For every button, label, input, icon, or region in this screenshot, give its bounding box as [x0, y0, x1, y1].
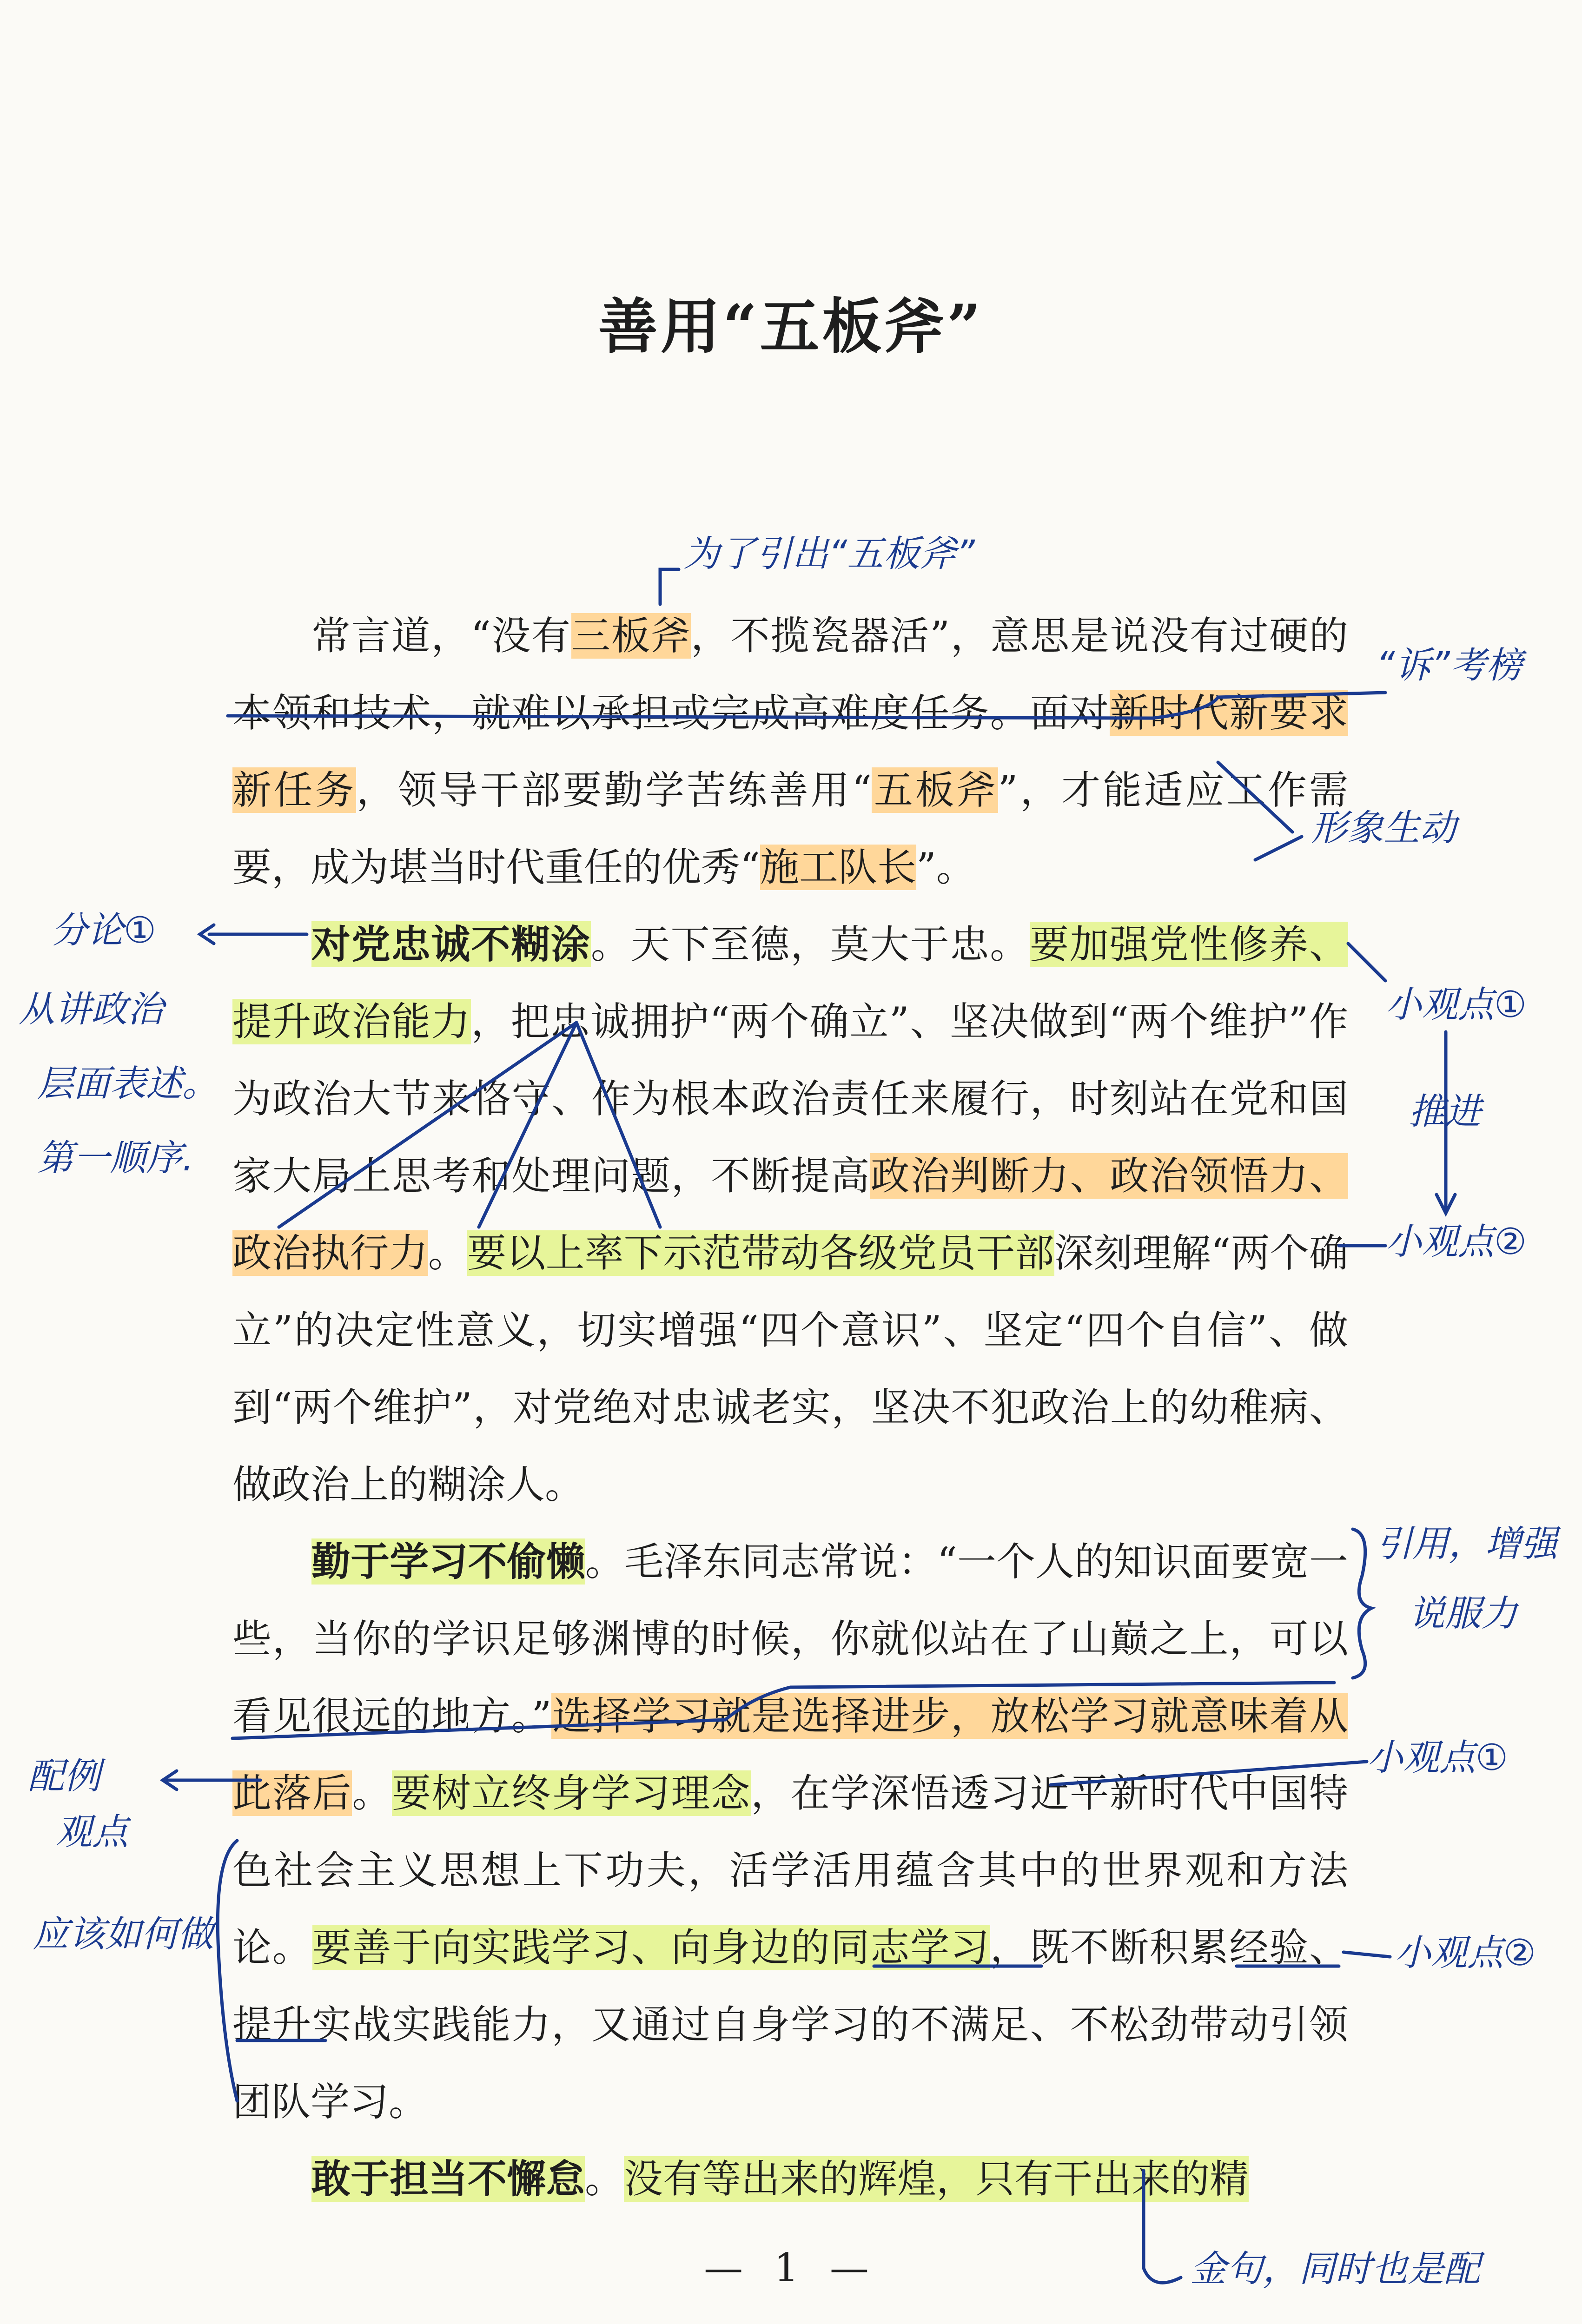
highlighted-segment: 要树立终身学习理念 [392, 1770, 751, 1816]
note-progressive: 推进 [1409, 1091, 1482, 1133]
text-segment: 。毛泽东同志常说：“一个人的知识面要宽一些，当你的学识足够渊博的时候，你就似站在了山巅之上，可以看见很远的地方。” [232, 1539, 1348, 1739]
highlighted-segment: 五板斧 [872, 767, 998, 813]
highlighted-segment: 要以上率下示范带动各级党员干部 [467, 1230, 1054, 1276]
highlighted-segment: 选择学习就是选择进步，放松学习就意味着从此落后 [232, 1693, 1348, 1816]
note-image: 形象生动 [1311, 807, 1456, 849]
note-left-2: 观点 [56, 1811, 129, 1853]
highlighted-segment: 三板斧 [571, 613, 691, 659]
note-part-desc-2: 层面表述。 [37, 1063, 219, 1105]
note-sub-point-1: 小观点① [1385, 984, 1527, 1026]
note-study-point-2: 小观点② [1395, 1932, 1536, 1974]
highlighted-segment: 勤于学习不偷懒 [311, 1538, 585, 1585]
note-top: 为了引出“五板斧” [683, 533, 975, 575]
note-part-desc-3: 第一顺序. [37, 1137, 194, 1179]
highlighted-segment: 政治判断力、政治领悟力、政治执行力 [232, 1153, 1348, 1276]
note-study-point-1: 小观点① [1367, 1737, 1508, 1779]
text-segment: 。 [428, 1230, 468, 1276]
highlighted-segment: 对党忠诚不糊涂 [311, 921, 591, 967]
note-part-label: 分论① [51, 910, 156, 951]
note-quote-2: 说服力 [1409, 1593, 1518, 1635]
text-segment: 深刻理解“两个确立”的决定性意义，切实增强“四个意识”、坚定“四个自信”、做到“两个维护”，对党绝对忠诚老实，坚决不犯政治上的幼稚病、做政治上的糊涂人。 [232, 1230, 1348, 1507]
text-segment: 常言道，“没有 [311, 613, 571, 659]
note-intro: “诉”考榜 [1376, 645, 1522, 687]
text-segment: ，不揽瓷器活”，意思是说没有过硬的本领和技术，就难以承担或完成高难度任务。面对 [232, 613, 1348, 736]
note-left-3: 应该如何做 [33, 1914, 214, 1955]
highlighted-segment: 新时代新要求新任务 [232, 690, 1348, 813]
text-segment: ”，才能适应工作需要，成为堪当时代重任的优秀“ [232, 767, 1348, 890]
highlighted-segment: 没有等出来的辉煌，只有干出来的精 [624, 2156, 1249, 2202]
highlighted-segment: 施工队长 [760, 845, 916, 890]
note-bottom-1: 金句，同时也是配 [1190, 2248, 1481, 2290]
text-segment: ，既不断积累经验、提升实战实践能力，又通过自身学习的不满足、不松劲带动引领团队学习。 [232, 1925, 1348, 2125]
text-segment: ，在学深悟透习近平新时代中国特色社会主义思想上下功夫，活学活用蕴含其中的世界观和方法论。 [232, 1770, 1348, 1970]
note-quote-1: 引用，增强 [1376, 1523, 1558, 1565]
note-sub-point-2: 小观点② [1385, 1221, 1527, 1263]
page-number: — 1 — [704, 2245, 878, 2291]
text-segment: 。 [585, 2156, 624, 2202]
text-segment: 。 [352, 1770, 392, 1816]
highlighted-segment: 要善于向实践学习、向身边的同志学习 [312, 1925, 990, 1970]
note-left-1: 配例 [28, 1756, 101, 1797]
document-title: 善用“五板斧” [598, 292, 984, 362]
note-part-desc-1: 从讲政治 [19, 989, 164, 1030]
highlighted-segment: 敢于担当不懈怠 [311, 2156, 585, 2202]
text-segment: 。天下至德，莫大于忠。 [590, 922, 1030, 967]
highlighted-segment: 要加强党性修养、提升政治能力 [232, 922, 1348, 1044]
text-segment: ，领导干部要勤学苦练善用“ [356, 767, 872, 813]
text-segment: ，把忠诚拥护“两个确立”、坚决做到“两个维护”作为政治大节来恪守、作为根本政治责任来履行，时刻站在党和国家大局上思考和处理问题，不断提高 [232, 999, 1348, 1199]
text-segment: ”。 [916, 845, 975, 890]
